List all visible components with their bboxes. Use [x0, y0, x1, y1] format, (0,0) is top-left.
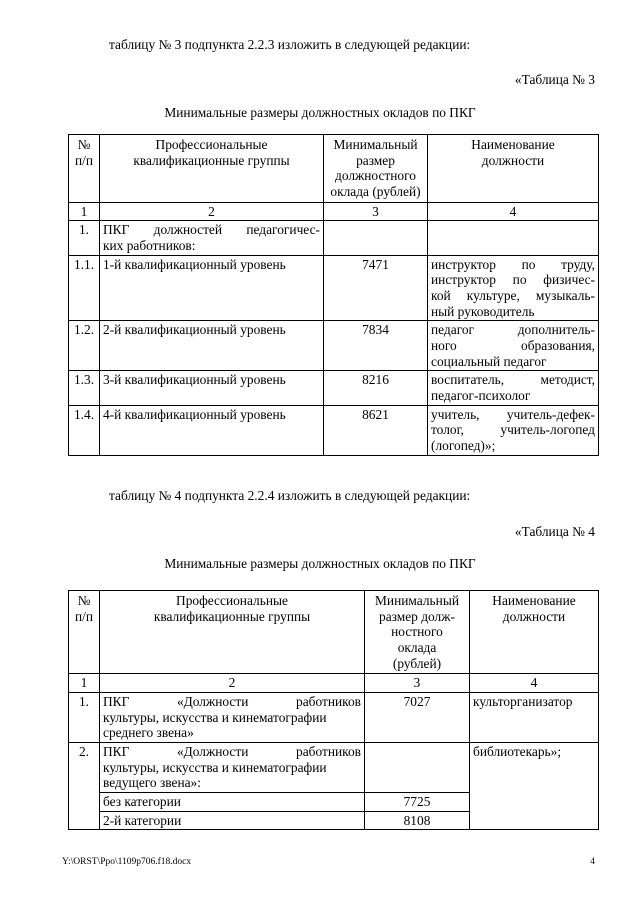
table4-header-num: № п/п: [69, 591, 100, 674]
table4-colnum: 4: [470, 674, 599, 693]
table4: [68, 590, 599, 830]
row-num: 2.: [69, 743, 100, 830]
table3-header-num: № п/п: [69, 135, 100, 203]
table-row: [69, 371, 599, 405]
table4-header-salary: Минимальный размер долж- ностного оклада (рублей): [365, 591, 470, 674]
row-group: 2-й квалификационный уровень: [100, 321, 324, 371]
row-position: библиотекарь»;: [470, 743, 599, 830]
table3: [68, 134, 599, 456]
row-salary: 7834: [324, 321, 428, 371]
row-position: воспитатель, методист, педагог-психолог: [428, 371, 599, 405]
table4-colnum: 3: [365, 674, 470, 693]
row-num: 1.4.: [69, 405, 100, 455]
row-group: 3-й квалификационный уровень: [100, 371, 324, 405]
row-position: [428, 221, 599, 255]
row-group: ПКГ должностей педагогичес- ких работников:: [100, 221, 324, 255]
table3-header-row: [69, 135, 599, 203]
table4-colnum-row: [69, 674, 599, 693]
table-row: [69, 321, 599, 371]
row-group: 4-й квалификационный уровень: [100, 405, 324, 455]
row-salary: 7471: [324, 255, 428, 321]
table-row: [69, 221, 599, 255]
subrow-salary: 7725: [365, 793, 470, 812]
table-row: [69, 743, 599, 793]
table3-colnum: 2: [100, 202, 324, 221]
row-position: инструктор по труду, инструктор по физичес- кой культуре, музыкаль- ный руководитель: [428, 255, 599, 321]
row-salary: [365, 743, 470, 793]
table3-title: Минимальные размеры должностных окладов по ПКГ: [164, 105, 476, 120]
row-salary: 7027: [365, 693, 470, 743]
intro-paragraph-table4: таблицу № 4 подпункта 2.2.4 изложить в следующей редакции:: [109, 488, 471, 503]
row-num: 1.3.: [69, 371, 100, 405]
table3-label: «Таблица № 3: [514, 72, 595, 87]
row-salary: 8216: [324, 371, 428, 405]
table3-colnum: 4: [428, 202, 599, 221]
table3-colnum-row: [69, 202, 599, 221]
table4-colnum: 1: [69, 674, 100, 693]
subrow-label: 2-й категории: [100, 811, 365, 830]
row-num: 1.: [69, 693, 100, 743]
row-group: ПКГ «Должности работников культуры, искусства и кинематографии среднего звена»: [100, 693, 365, 743]
table4-header-row: [69, 591, 599, 674]
row-position: педагог дополнитель- ного образования, социальный педагог: [428, 321, 599, 371]
footer-file-path: Y:\ORST\Ppo\1109p706.f18.docx: [62, 857, 192, 867]
row-num: 1.2.: [69, 321, 100, 371]
table3-colnum: 3: [324, 202, 428, 221]
row-salary: 8621: [324, 405, 428, 455]
subrow-salary: 8108: [365, 811, 470, 830]
table-row: [69, 255, 599, 321]
table4-header-group: Профессиональные квалификационные группы: [100, 591, 365, 674]
table3-colnum: 1: [69, 202, 100, 221]
table3-header-salary: Минимальный размер должностного оклада (рублей): [324, 135, 428, 203]
table4-label: «Таблица № 4: [514, 524, 595, 539]
table4-colnum: 2: [100, 674, 365, 693]
row-position: культорганизатор: [470, 693, 599, 743]
row-group: 1-й квалификационный уровень: [100, 255, 324, 321]
table-row: [69, 405, 599, 455]
table4-header-position: Наименование должности: [470, 591, 599, 674]
table4-title: Минимальные размеры должностных окладов по ПКГ: [164, 556, 476, 571]
intro-paragraph-table3: таблицу № 3 подпункта 2.2.3 изложить в следующей редакции:: [109, 37, 471, 52]
row-num: 1.: [69, 221, 100, 255]
subrow-label: без категории: [100, 793, 365, 812]
table-row: [69, 693, 599, 743]
row-salary: [324, 221, 428, 255]
row-num: 1.1.: [69, 255, 100, 321]
page-number: 4: [590, 857, 595, 867]
table3-header-group: Профессиональные квалификационные группы: [100, 135, 324, 203]
table3-header-position: Наименование должности: [428, 135, 599, 203]
row-position: учитель, учитель-дефек- толог, учитель-логопед (логопед)»;: [428, 405, 599, 455]
row-group: ПКГ «Должности работников культуры, искусства и кинематографии ведущего звена»:: [100, 743, 365, 793]
